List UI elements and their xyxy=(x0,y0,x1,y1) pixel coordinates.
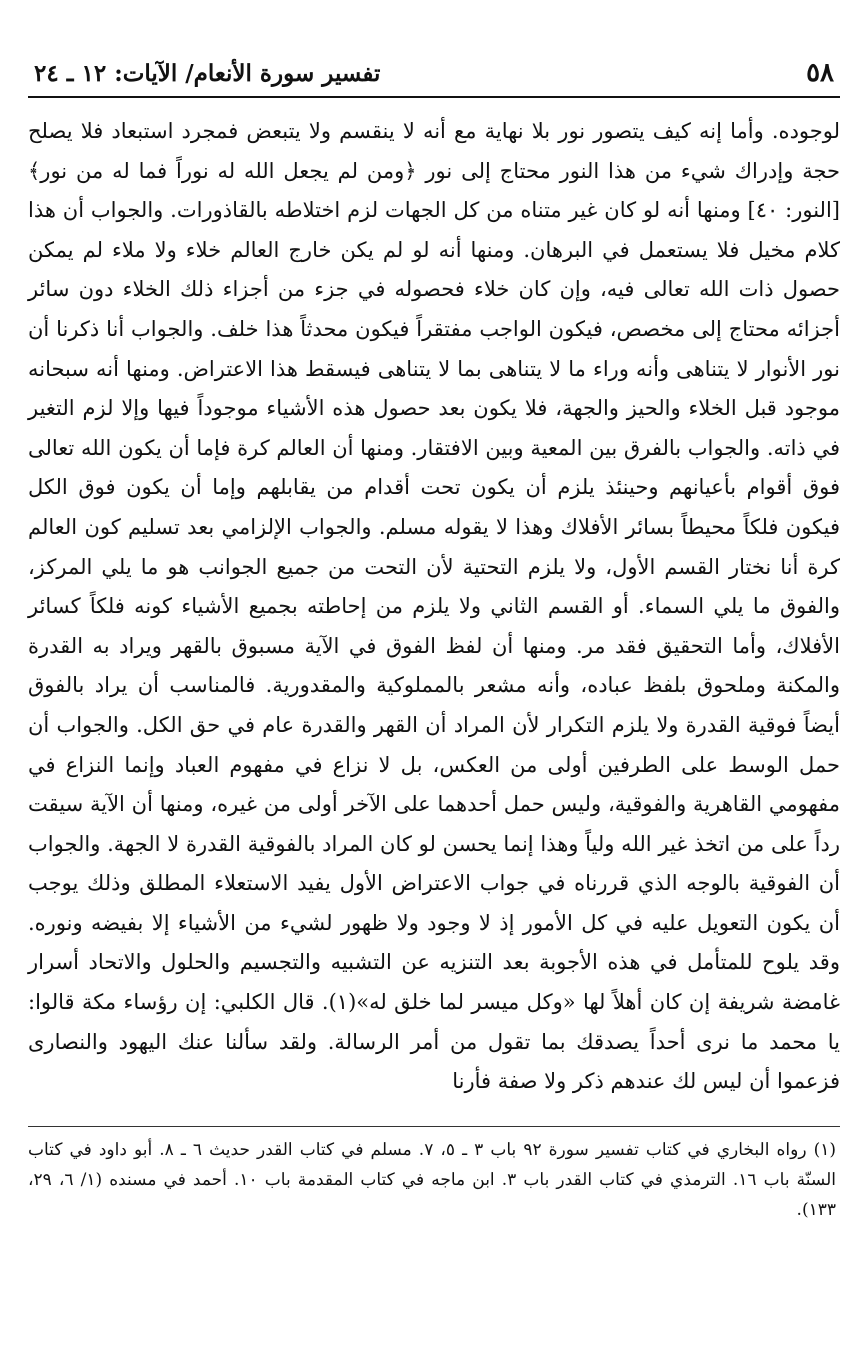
book-page xyxy=(28,50,840,1350)
main-text xyxy=(28,112,840,1102)
running-title: تفسير سورة الأنعام/ الآيات: ١٢ ـ ٢٤ xyxy=(34,60,381,87)
body-paragraph: لوجوده. وأما إنه كيف يتصور نور بلا نهاية مع أنه لا ينقسم ولا يتبعض فمجرد استبعاد فلا يصلح حجة وإدراك شيء من هذا النور محتاج إلى نور ﴿ومن لم يجعل الله له نوراً فما له من نور﴾ [النور: ٤٠] ومنها أنه لو كان غير متناه من كل الجهات لزم اختلاطه بالقاذورات. والجواب أن هذا كلام مخيل فلا يستعمل في البرهان. ومنها أنه لو لم يكن خارج العالم خلاء ولا ملاء لم يمكن حصول ذات الله تعالى فيه، وإن كان خلاء فحصوله في جزء من أجزاء ذلك الخلاء دون سائر أجزائه محتاج إلى مخصص، فيكون الواجب مفتقراً فيكون محدثاً هذا خلف. والجواب أنا ذكرنا أن نور الأنوار لا يتناهى وأنه وراء ما لا يتناهى بما لا يتناهى فيسقط هذا الاعتراض. ومنها أنه سبحانه موجود قبل الخلاء والحيز والجهة، فلا يكون بعد حصول هذه الأشياء موجوداً فيها وإلا لزم التغير في ذاته. والجواب بالفرق بين المعية وبين الافتقار. ومنها أن العالم كرة فإما أن يكون الله تعالى فوق أقوام بأعيانهم وحينئذ يلزم أن يكون تحت أقدام من يقابلهم وإما أن يكون فوق الكل فيكون فلكاً محيطاً بسائر الأفلاك وهذا لا يقوله مسلم. والجواب الإلزامي بعد تسليم كون العالم كرة أنا نختار القسم الأول، ولا يلزم التحتية لأن التحت من جميع الجوانب هو ما يلي المركز، والفوق ما يلي السماء. أو القسم الثاني ولا يلزم من إحاطته بجميع الأشياء كونه فلكاً كسائر الأفلاك، وأما التحقيق فقد مر. ومنها أن لفظ الفوق في الآية مسبوق بالقهر ويراد به القدرة والمكنة وملحوق بلفظ عباده، وأنه مشعر بالمملوكية والمقدورية. فالمناسب أن يراد بالفوق أيضاً فوقية القدرة ولا يلزم التكرار لأن المراد أن القهر والقدرة عام في حق الكل. والجواب أن حمل الوسط على الطرفين أولى من العكس، بل لا نزاع في مفهوم العباد وإنما النزاع في مفهومي القاهرية والفوقية، وليس حمل أحدهما على الآخر أولى من غيره، ومنها أن الآية سيقت رداً على من اتخذ غير الله ولياً وهذا إنما يحسن لو كان المراد بالفوقية القدرة لا الجهة. والجواب أن الفوقية بالوجه الذي قررناه في جواب الاعتراض الأول يفيد الاستعلاء المطلق وذلك يوجب أن يكون التعويل عليه في كل الأمور إذ لا وجود ولا ظهور لشيء من الأشياء إلا بفيضه ونوره. وقد يلوح للمتأمل في هذه الأجوبة بعد التنزيه عن التشبيه والتجسيم والحلول والاتحاد أسرار غامضة شريفة إن كان أهلاً لها «وكل ميسر لما خلق له»(١). قال الكلبي: إن رؤساء مكة قالوا: يا محمد ما نرى أحداً يصدقك بما تقول من أمر الرسالة. ولقد سألنا عنك اليهود والنصارى فزعموا أن ليس لك عندهم ذكر ولا صفة فأرنا xyxy=(28,119,840,1094)
page-number: ٥٨ xyxy=(806,58,834,88)
footnote: (١) رواه البخاري في كتاب تفسير سورة ٩٢ باب ٣ ـ ٥، ٧. مسلم في كتاب القدر حديث ٦ ـ ٨. أبو داود في كتاب السنّة باب ١٦. الترمذي في كتاب القدر باب ٣. ابن ماجه في كتاب المقدمة باب ١٠. أحمد في مسنده (١/ ٦، ٢٩، ١٣٣). xyxy=(28,1139,836,1220)
page-header xyxy=(28,50,840,98)
footnote-divider xyxy=(28,1126,840,1127)
